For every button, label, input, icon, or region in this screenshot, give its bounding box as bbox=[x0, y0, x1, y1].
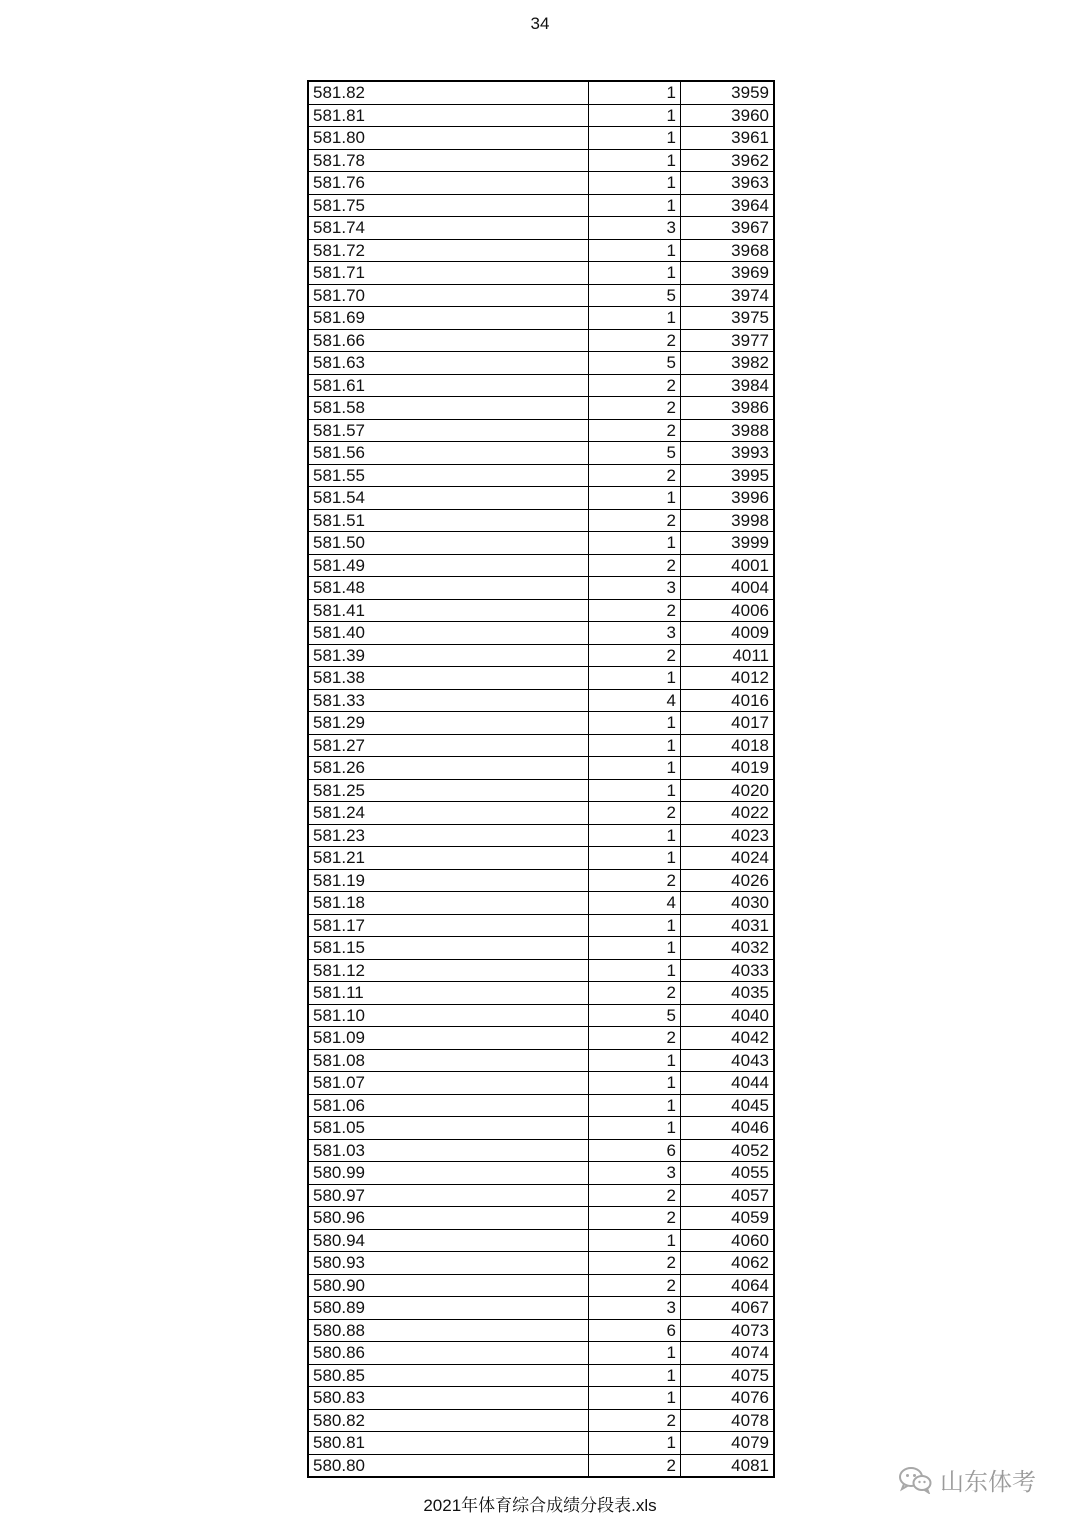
table-row bbox=[308, 374, 774, 397]
score-cell: 581.80 bbox=[308, 127, 589, 150]
table-row bbox=[308, 689, 774, 712]
table-row bbox=[308, 1409, 774, 1432]
cumulative-count-cell: 4031 bbox=[681, 914, 775, 937]
table-row bbox=[308, 622, 774, 645]
score-cell: 581.56 bbox=[308, 442, 589, 465]
cumulative-count-cell: 4035 bbox=[681, 982, 775, 1005]
table-row bbox=[308, 419, 774, 442]
cumulative-count-cell: 4073 bbox=[681, 1319, 775, 1342]
cumulative-count-cell: 4011 bbox=[681, 644, 775, 667]
table-row bbox=[308, 397, 774, 420]
score-cell: 581.54 bbox=[308, 487, 589, 510]
table-row bbox=[308, 464, 774, 487]
score-cell: 581.71 bbox=[308, 262, 589, 285]
score-cell: 580.93 bbox=[308, 1252, 589, 1275]
cumulative-count-cell: 4026 bbox=[681, 869, 775, 892]
count-cell: 2 bbox=[589, 397, 681, 420]
cumulative-count-cell: 4019 bbox=[681, 757, 775, 780]
cumulative-count-cell: 4044 bbox=[681, 1072, 775, 1095]
cumulative-count-cell: 4060 bbox=[681, 1229, 775, 1252]
count-cell: 2 bbox=[589, 802, 681, 825]
table-row bbox=[308, 1364, 774, 1387]
score-cell: 581.07 bbox=[308, 1072, 589, 1095]
table-row bbox=[308, 599, 774, 622]
table-row bbox=[308, 307, 774, 330]
count-cell: 1 bbox=[589, 1117, 681, 1140]
score-cell: 581.41 bbox=[308, 599, 589, 622]
count-cell: 1 bbox=[589, 532, 681, 555]
score-cell: 581.03 bbox=[308, 1139, 589, 1162]
count-cell: 2 bbox=[589, 1409, 681, 1432]
score-cell: 581.15 bbox=[308, 937, 589, 960]
cumulative-count-cell: 3974 bbox=[681, 284, 775, 307]
cumulative-count-cell: 4033 bbox=[681, 959, 775, 982]
count-cell: 1 bbox=[589, 172, 681, 195]
cumulative-count-cell: 4074 bbox=[681, 1342, 775, 1365]
table-row bbox=[308, 1454, 774, 1477]
count-cell: 1 bbox=[589, 824, 681, 847]
count-cell: 1 bbox=[589, 1432, 681, 1455]
table-row bbox=[308, 869, 774, 892]
cumulative-count-cell: 3999 bbox=[681, 532, 775, 555]
score-cell: 581.78 bbox=[308, 149, 589, 172]
score-cell: 581.82 bbox=[308, 81, 589, 104]
cumulative-count-cell: 3984 bbox=[681, 374, 775, 397]
score-cell: 581.76 bbox=[308, 172, 589, 195]
count-cell: 1 bbox=[589, 959, 681, 982]
score-cell: 581.50 bbox=[308, 532, 589, 555]
table-row bbox=[308, 734, 774, 757]
watermark-text: 山东体考 bbox=[940, 1469, 1036, 1496]
count-cell: 3 bbox=[589, 622, 681, 645]
cumulative-count-cell: 3995 bbox=[681, 464, 775, 487]
score-cell: 581.66 bbox=[308, 329, 589, 352]
score-cell: 581.57 bbox=[308, 419, 589, 442]
count-cell: 5 bbox=[589, 1004, 681, 1027]
cumulative-count-cell: 4032 bbox=[681, 937, 775, 960]
cumulative-count-cell: 4064 bbox=[681, 1274, 775, 1297]
table-row bbox=[308, 104, 774, 127]
table-row bbox=[308, 577, 774, 600]
count-cell: 1 bbox=[589, 262, 681, 285]
table-row bbox=[308, 1004, 774, 1027]
score-cell: 581.06 bbox=[308, 1094, 589, 1117]
count-cell: 1 bbox=[589, 1094, 681, 1117]
count-cell: 1 bbox=[589, 1342, 681, 1365]
score-cell: 581.48 bbox=[308, 577, 589, 600]
cumulative-count-cell: 3993 bbox=[681, 442, 775, 465]
table-row bbox=[308, 914, 774, 937]
table-row bbox=[308, 1027, 774, 1050]
count-cell: 2 bbox=[589, 419, 681, 442]
table-body bbox=[308, 81, 774, 1477]
score-cell: 580.89 bbox=[308, 1297, 589, 1320]
cumulative-count-cell: 4067 bbox=[681, 1297, 775, 1320]
count-cell: 2 bbox=[589, 1454, 681, 1477]
cumulative-count-cell: 3967 bbox=[681, 217, 775, 240]
score-cell: 581.29 bbox=[308, 712, 589, 735]
count-cell: 2 bbox=[589, 1027, 681, 1050]
count-cell: 1 bbox=[589, 779, 681, 802]
table-row bbox=[308, 712, 774, 735]
cumulative-count-cell: 4009 bbox=[681, 622, 775, 645]
score-cell: 581.49 bbox=[308, 554, 589, 577]
cumulative-count-cell: 4023 bbox=[681, 824, 775, 847]
cumulative-count-cell: 3975 bbox=[681, 307, 775, 330]
cumulative-count-cell: 4001 bbox=[681, 554, 775, 577]
count-cell: 2 bbox=[589, 1274, 681, 1297]
table-row bbox=[308, 127, 774, 150]
score-cell: 581.25 bbox=[308, 779, 589, 802]
table-row bbox=[308, 1319, 774, 1342]
count-cell: 1 bbox=[589, 1229, 681, 1252]
table-row bbox=[308, 442, 774, 465]
count-cell: 1 bbox=[589, 307, 681, 330]
count-cell: 1 bbox=[589, 81, 681, 104]
score-cell: 580.88 bbox=[308, 1319, 589, 1342]
score-cell: 581.27 bbox=[308, 734, 589, 757]
cumulative-count-cell: 3964 bbox=[681, 194, 775, 217]
file-name-footer: 2021年体育综合成绩分段表.xls bbox=[423, 1496, 657, 1515]
count-cell: 1 bbox=[589, 239, 681, 262]
count-cell: 1 bbox=[589, 847, 681, 870]
table-row bbox=[308, 982, 774, 1005]
table-row bbox=[308, 1252, 774, 1275]
table-row bbox=[308, 959, 774, 982]
table-row bbox=[308, 81, 774, 104]
table-row bbox=[308, 509, 774, 532]
score-cell: 581.24 bbox=[308, 802, 589, 825]
cumulative-count-cell: 4055 bbox=[681, 1162, 775, 1185]
cumulative-count-cell: 4017 bbox=[681, 712, 775, 735]
count-cell: 2 bbox=[589, 1252, 681, 1275]
cumulative-count-cell: 4046 bbox=[681, 1117, 775, 1140]
table-row bbox=[308, 262, 774, 285]
count-cell: 1 bbox=[589, 757, 681, 780]
score-cell: 580.80 bbox=[308, 1454, 589, 1477]
cumulative-count-cell: 3986 bbox=[681, 397, 775, 420]
cumulative-count-cell: 4024 bbox=[681, 847, 775, 870]
cumulative-count-cell: 4043 bbox=[681, 1049, 775, 1072]
table-row bbox=[308, 149, 774, 172]
wechat-icon bbox=[898, 1466, 932, 1494]
table-row bbox=[308, 284, 774, 307]
table-row bbox=[308, 892, 774, 915]
score-cell: 580.86 bbox=[308, 1342, 589, 1365]
count-cell: 1 bbox=[589, 937, 681, 960]
cumulative-count-cell: 3982 bbox=[681, 352, 775, 375]
table-row bbox=[308, 802, 774, 825]
count-cell: 5 bbox=[589, 442, 681, 465]
cumulative-count-cell: 4042 bbox=[681, 1027, 775, 1050]
table-row bbox=[308, 329, 774, 352]
count-cell: 1 bbox=[589, 149, 681, 172]
cumulative-count-cell: 4057 bbox=[681, 1184, 775, 1207]
cumulative-count-cell: 3959 bbox=[681, 81, 775, 104]
count-cell: 1 bbox=[589, 734, 681, 757]
cumulative-count-cell: 4045 bbox=[681, 1094, 775, 1117]
table-row bbox=[308, 487, 774, 510]
cumulative-count-cell: 3998 bbox=[681, 509, 775, 532]
score-cell: 581.19 bbox=[308, 869, 589, 892]
cumulative-count-cell: 4079 bbox=[681, 1432, 775, 1455]
count-cell: 2 bbox=[589, 1207, 681, 1230]
table-row bbox=[308, 1207, 774, 1230]
table-row bbox=[308, 172, 774, 195]
score-cell: 580.81 bbox=[308, 1432, 589, 1455]
count-cell: 1 bbox=[589, 1072, 681, 1095]
count-cell: 1 bbox=[589, 127, 681, 150]
cumulative-count-cell: 4012 bbox=[681, 667, 775, 690]
cumulative-count-cell: 3996 bbox=[681, 487, 775, 510]
count-cell: 3 bbox=[589, 1162, 681, 1185]
cumulative-count-cell: 4059 bbox=[681, 1207, 775, 1230]
count-cell: 2 bbox=[589, 464, 681, 487]
score-cell: 581.11 bbox=[308, 982, 589, 1005]
score-cell: 580.96 bbox=[308, 1207, 589, 1230]
count-cell: 1 bbox=[589, 667, 681, 690]
cumulative-count-cell: 4004 bbox=[681, 577, 775, 600]
cumulative-count-cell: 4022 bbox=[681, 802, 775, 825]
table-row bbox=[308, 847, 774, 870]
cumulative-count-cell: 4018 bbox=[681, 734, 775, 757]
count-cell: 2 bbox=[589, 1184, 681, 1207]
table-row bbox=[308, 1162, 774, 1185]
cumulative-count-cell: 3963 bbox=[681, 172, 775, 195]
cumulative-count-cell: 3960 bbox=[681, 104, 775, 127]
count-cell: 2 bbox=[589, 554, 681, 577]
score-cell: 581.81 bbox=[308, 104, 589, 127]
table-row bbox=[308, 194, 774, 217]
table-row bbox=[308, 239, 774, 262]
score-cell: 580.97 bbox=[308, 1184, 589, 1207]
count-cell: 1 bbox=[589, 1049, 681, 1072]
cumulative-count-cell: 4075 bbox=[681, 1364, 775, 1387]
count-cell: 1 bbox=[589, 1387, 681, 1410]
table-row bbox=[308, 1387, 774, 1410]
table-row bbox=[308, 1342, 774, 1365]
cumulative-count-cell: 3977 bbox=[681, 329, 775, 352]
score-cell: 581.69 bbox=[308, 307, 589, 330]
table-row bbox=[308, 1139, 774, 1162]
count-cell: 6 bbox=[589, 1319, 681, 1342]
score-cell: 581.26 bbox=[308, 757, 589, 780]
score-cell: 580.99 bbox=[308, 1162, 589, 1185]
score-cell: 581.08 bbox=[308, 1049, 589, 1072]
count-cell: 4 bbox=[589, 892, 681, 915]
score-cell: 581.74 bbox=[308, 217, 589, 240]
count-cell: 5 bbox=[589, 284, 681, 307]
count-cell: 1 bbox=[589, 194, 681, 217]
page-number: 34 bbox=[530, 14, 550, 33]
cumulative-count-cell: 4040 bbox=[681, 1004, 775, 1027]
table-row bbox=[308, 667, 774, 690]
score-cell: 581.09 bbox=[308, 1027, 589, 1050]
count-cell: 3 bbox=[589, 217, 681, 240]
score-cell: 581.55 bbox=[308, 464, 589, 487]
score-cell: 581.40 bbox=[308, 622, 589, 645]
table-row bbox=[308, 532, 774, 555]
score-cell: 581.12 bbox=[308, 959, 589, 982]
count-cell: 2 bbox=[589, 644, 681, 667]
table-row bbox=[308, 1072, 774, 1095]
score-cell: 581.38 bbox=[308, 667, 589, 690]
table-row bbox=[308, 644, 774, 667]
table-row bbox=[308, 779, 774, 802]
table-row bbox=[308, 1117, 774, 1140]
table-row bbox=[308, 1432, 774, 1455]
score-cell: 581.05 bbox=[308, 1117, 589, 1140]
count-cell: 5 bbox=[589, 352, 681, 375]
cumulative-count-cell: 4052 bbox=[681, 1139, 775, 1162]
table-row bbox=[308, 937, 774, 960]
table-row bbox=[308, 352, 774, 375]
table-row bbox=[308, 1274, 774, 1297]
count-cell: 1 bbox=[589, 487, 681, 510]
cumulative-count-cell: 4081 bbox=[681, 1454, 775, 1477]
count-cell: 1 bbox=[589, 1364, 681, 1387]
score-cell: 581.10 bbox=[308, 1004, 589, 1027]
score-cell: 581.75 bbox=[308, 194, 589, 217]
score-cell: 581.51 bbox=[308, 509, 589, 532]
count-cell: 4 bbox=[589, 689, 681, 712]
cumulative-count-cell: 4062 bbox=[681, 1252, 775, 1275]
score-distribution-table bbox=[307, 80, 775, 1478]
score-cell: 581.58 bbox=[308, 397, 589, 420]
count-cell: 1 bbox=[589, 104, 681, 127]
cumulative-count-cell: 3968 bbox=[681, 239, 775, 262]
table-row bbox=[308, 824, 774, 847]
cumulative-count-cell: 4078 bbox=[681, 1409, 775, 1432]
count-cell: 3 bbox=[589, 1297, 681, 1320]
count-cell: 1 bbox=[589, 914, 681, 937]
cumulative-count-cell: 3962 bbox=[681, 149, 775, 172]
score-cell: 581.23 bbox=[308, 824, 589, 847]
score-cell: 580.85 bbox=[308, 1364, 589, 1387]
score-cell: 581.17 bbox=[308, 914, 589, 937]
score-cell: 581.39 bbox=[308, 644, 589, 667]
cumulative-count-cell: 3969 bbox=[681, 262, 775, 285]
score-cell: 581.70 bbox=[308, 284, 589, 307]
table-row bbox=[308, 1229, 774, 1252]
cumulative-count-cell: 4076 bbox=[681, 1387, 775, 1410]
score-cell: 581.33 bbox=[308, 689, 589, 712]
count-cell: 2 bbox=[589, 599, 681, 622]
table-row bbox=[308, 217, 774, 240]
score-cell: 580.82 bbox=[308, 1409, 589, 1432]
count-cell: 2 bbox=[589, 869, 681, 892]
score-cell: 581.21 bbox=[308, 847, 589, 870]
table-row bbox=[308, 1094, 774, 1117]
table-row bbox=[308, 1049, 774, 1072]
score-cell: 581.72 bbox=[308, 239, 589, 262]
table-row bbox=[308, 757, 774, 780]
count-cell: 2 bbox=[589, 982, 681, 1005]
cumulative-count-cell: 3961 bbox=[681, 127, 775, 150]
count-cell: 2 bbox=[589, 374, 681, 397]
count-cell: 2 bbox=[589, 329, 681, 352]
table-row bbox=[308, 554, 774, 577]
cumulative-count-cell: 4030 bbox=[681, 892, 775, 915]
cumulative-count-cell: 3988 bbox=[681, 419, 775, 442]
cumulative-count-cell: 4006 bbox=[681, 599, 775, 622]
table-row bbox=[308, 1297, 774, 1320]
watermark bbox=[898, 1462, 1036, 1497]
score-cell: 580.94 bbox=[308, 1229, 589, 1252]
count-cell: 3 bbox=[589, 577, 681, 600]
score-cell: 580.90 bbox=[308, 1274, 589, 1297]
cumulative-count-cell: 4016 bbox=[681, 689, 775, 712]
score-cell: 581.61 bbox=[308, 374, 589, 397]
count-cell: 1 bbox=[589, 712, 681, 735]
score-cell: 580.83 bbox=[308, 1387, 589, 1410]
score-cell: 581.63 bbox=[308, 352, 589, 375]
count-cell: 2 bbox=[589, 509, 681, 532]
count-cell: 6 bbox=[589, 1139, 681, 1162]
score-cell: 581.18 bbox=[308, 892, 589, 915]
table-row bbox=[308, 1184, 774, 1207]
cumulative-count-cell: 4020 bbox=[681, 779, 775, 802]
